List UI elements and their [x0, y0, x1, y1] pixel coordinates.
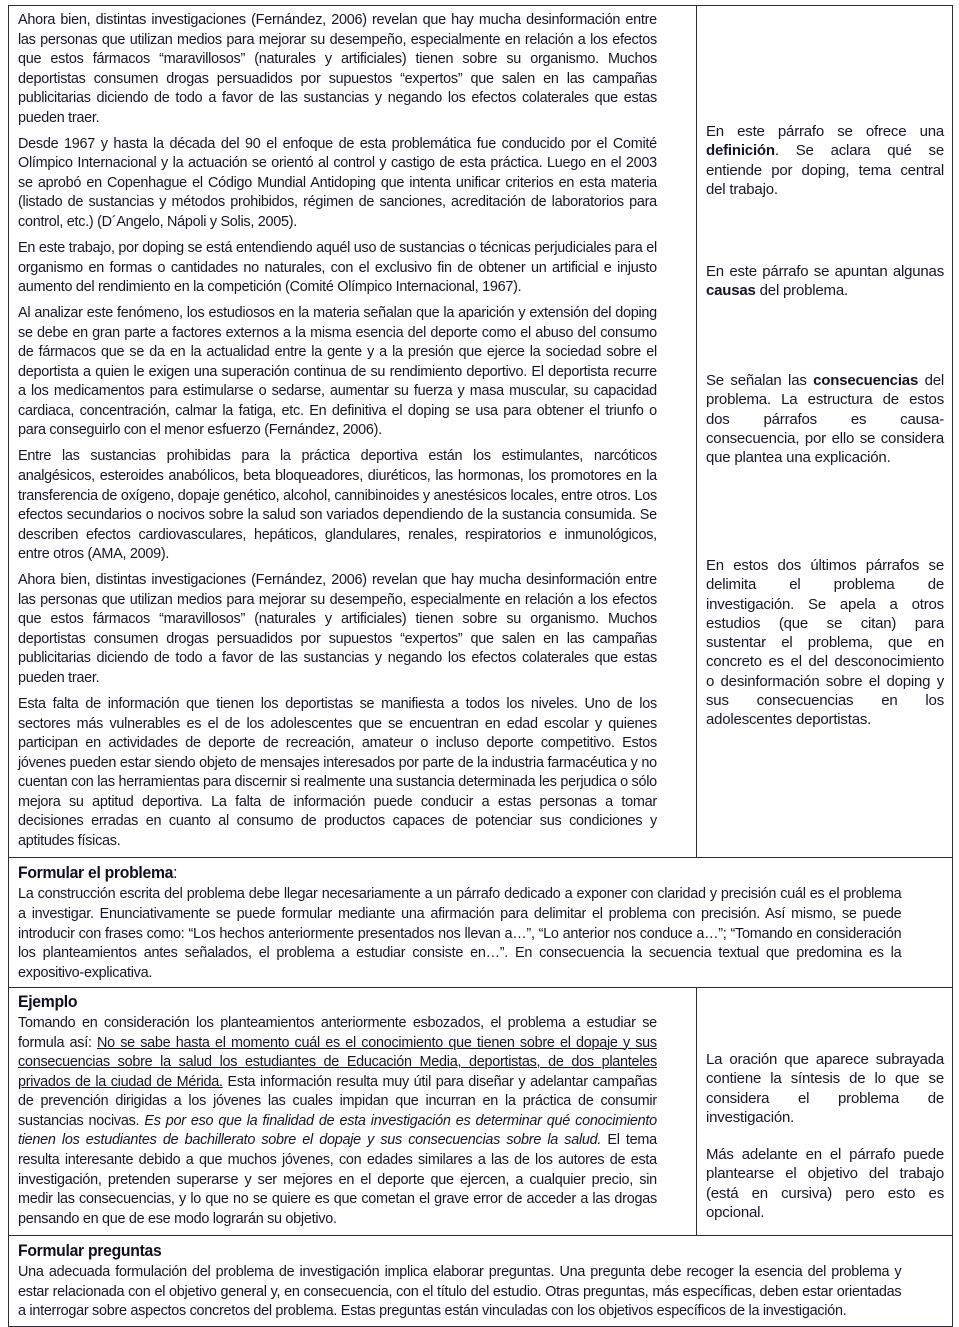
- annotation-causas: [706, 262, 944, 301]
- ejemplo-text-end: El tema resulta interesante debido a que muchos jóvenes, con edades similares a las de los autores de esta investigación, pretenden superarse y ser mejores en el deporte que ejercen, a cualquier precio, sin medir las consecuencias, y lo que no se quiere es que cometan el grave error de acceder a las drogas pensando en que de ese modo lograrán su objetivo.: [18, 1131, 657, 1227]
- table-row-main: [9, 6, 953, 858]
- annotation-list: [697, 6, 952, 812]
- section-heading-ejemplo: Ejemplo: [18, 993, 78, 1012]
- ejemplo-annotation-list: [697, 988, 952, 1233]
- formular-problema-body: La construcción escrita del problema debe llegar necesariamente a un párrafo dedicado a exponer con claridad y precisión cuál es el problema a investigar. Enunciativamente se puede formular mediante una afirmación para delimitar el problema con precisión. Así mismo, se puede introducir con frases como: “Los hechos anteriormente presentados nos llevan a…”, “Lo anterior nos conduce a…”; “Tomando en consideración los planteamientos antes señalados, el problema a estudiar consiste en…”. En consecuencia la secuencia textual que predomina es la expositivo-explicativa.: [18, 885, 902, 981]
- annotation-text: En este párrafo se apuntan algunas: [706, 263, 944, 280]
- ejemplo-text-cell: [9, 988, 697, 1236]
- annotation-cursiva: Más adelante en el párrafo puede plantearse el objetivo del trabajo (está en cursiva) pero esto es opcional.: [706, 1146, 944, 1222]
- annotation-keyword: consecuencias: [813, 372, 919, 389]
- ejemplo-objective-statement: Es por eso que la finalidad de esta investigación es determinar qué conocimiento tienen los estudiantes de bachillerato sobre el dopaje y sus consecuencias sobre la salud.: [18, 1111, 657, 1149]
- annotation-text: del problema.: [755, 282, 848, 300]
- paragraph: Al analizar este fenómeno, los estudiosos en la materia señalan que la aparición y extensión del doping se debe en gran parte a factores externos a la misma esencia del deporte como el abuso del consumo de fármacos que se da en la actualidad entre la gente y a la presión que ejerce la sociedad sobre el deportista a quien le exigen una superación continua de su rendimiento deportivo. El deportista recurre a los medicamentos para estimularse o sedarse, aumentar su fuerza y masa muscular, su capacidad cardiaca, concentración, calmar la fatiga, etc. En definitiva el doping se usa para obtener el triunfo o para conseguirlo con el menor esfuerzo (Fernández, 2006).: [18, 304, 657, 439]
- ejemplo-text-mid: Esta información resulta muy útil para diseñar y adelantar campañas de prevención dirigidas a los jóvenes las cuales impidan que incurran en la práctica de consumir sustancias nocivas.: [18, 1072, 657, 1129]
- main-annotations-cell: [697, 6, 953, 858]
- paragraph: Ahora bien, distintas investigaciones (Fernández, 2006) revelan que hay mucha desinformación entre las personas que utilizan medios para mejorar su desempeño, especialmente en relación a los efectos que estos fármacos “maravillosos” (naturales y artificiales) tienen sobre su organismo. Muchos deportistas consumen drogas persuadidos por supuestos “expertos” que salen en las campañas publicitarias diciendo de todo a favor de las sustancias y negando los efectos colaterales que estas pueden traer.: [18, 571, 657, 686]
- formular-problema-cell: [9, 858, 953, 988]
- annotation-text: . Se aclara qué se entiende por doping, tema central del trabajo.: [706, 142, 944, 198]
- paragraph: Entre las sustancias prohibidas para la práctica deportiva están los estimulantes, narcóticos analgésicos, esteroides anabólicos, beta bloqueadores, diuréticos, las hormonas, los promotores en la transferencia de oxígeno, dopaje genético, alcohol, cannibinoides y anestésicos locales, entre otros. Los efectos secundarios o nocivos sobre la salud son variados dependiendo de la sustancia consumida. Se describen efectos cardiovasculares, hepáticos, glandulares, renales, respiratorios e inmunológicos, entre otros (AMA, 2009).: [18, 447, 657, 563]
- annotation-consecuencias: [706, 371, 944, 467]
- ejemplo-problem-statement: No se sabe hasta el momento cuál es el conocimiento que tienen sobre el dopaje y sus consecuencias sobre la salud los estudiantes de Educación Media, deportistas, de dos planteles privados de la ciudad de Mérida.: [18, 1033, 657, 1090]
- annotation-delimitacion: En estos dos últimos párrafos se delimita el problema de investigación. Se apela a otros estudios (que se citan) para sustentar el problema, que en concreto es el del desconocimiento o desinformación sobre el doping y sus consecuencias en los adolescentes deportistas.: [706, 557, 944, 729]
- table-row-formular-preguntas: [9, 1236, 953, 1327]
- main-text-cell: [9, 6, 697, 858]
- heading-suffix: :: [173, 864, 178, 883]
- annotation-text: En este párrafo se ofrece una: [706, 123, 944, 140]
- section-heading-formular-preguntas: Formular preguntas: [18, 1242, 162, 1261]
- formular-preguntas-body: Una adecuada formulación del problema de investigación implica elaborar preguntas. Una pregunta debe recoger la esencia del problema y estar relacionada con el objetivo general y, en consecuencia, con el título del estudio. Otras preguntas, más específicas, deben estar orientadas a interrogar sobre aspectos concretos del problema. Estas preguntas están vinculadas con los objetivos específicos de la investigación.: [18, 1263, 902, 1320]
- table-row-ejemplo: [9, 988, 953, 1236]
- annotation-text: Se señalan las: [706, 372, 814, 389]
- section-heading-formular-problema: [18, 863, 906, 883]
- heading-text: Formular el problema: [18, 864, 174, 883]
- content-table: [8, 5, 953, 1327]
- main-paragraphs: [9, 6, 696, 857]
- paragraph: Esta falta de información que tienen los deportistas se manifiesta a todos los niveles. Uno de los sectores más vulnerables es el de los adolescentes que se encuentran en edad escolar y quienes participan en actividades de deporte de recreación, amateur o incluso deporte competitivo. Estos jóvenes pueden estar siendo objeto de mensajes interesados por parte de la industria farmacéutica y no cuentan con las herramientas para discernir si realmente una sustancia determinada les perjudica o sólo mejora su aptitud deportiva. La falta de información puede conducir a estas personas a tomar decisiones erradas en cuanto al consumo de productos capaces de potenciar sus condiciones y aptitudes físicas.: [18, 695, 657, 849]
- paragraph: En este trabajo, por doping se está entendiendo aquél uso de sustancias o técnicas perjudiciales para el organismo en formas o cantidades no naturales, con el exclusivo fin de obtener un artificial e injusto aumento del rendimiento en la competición (Comité Olímpico Internacional, 1967).: [18, 239, 657, 296]
- annotation-subrayada: La oración que aparece subrayada contiene la síntesis de lo que se considera el problema de investigación.: [706, 1051, 944, 1127]
- paragraph: Ahora bien, distintas investigaciones (Fernández, 2006) revelan que hay mucha desinformación entre las personas que utilizan medios para mejorar su desempeño, especialmente en relación a los efectos que estos fármacos “maravillosos” (naturales y artificiales) tienen sobre su organismo. Muchos deportistas consumen drogas persuadidos por supuestos “expertos” que salen en las campañas publicitarias diciendo de todo a favor de las sustancias y negando los efectos colaterales que estas pueden traer.: [18, 11, 657, 126]
- annotation-definicion: [706, 122, 944, 199]
- ejemplo-body: [18, 1013, 657, 1228]
- annotation-keyword: definición: [706, 142, 775, 160]
- annotation-text: del problema. La estructura de estos dos párrafos es causa-consecuencia, por ello se considera que plantea una explicación.: [706, 372, 944, 467]
- paragraph: Desde 1967 y hasta la década del 90 el enfoque de esta problemática fue conducido por el Comité Olímpico Internacional y la actuación se orientó al control y castigo de esta práctica. Luego en el 2003 se aprobó en Copenhague el Código Mundial Antidoping que intenta unificar criterios en esta materia (listado de sustancias y métodos prohibidos, régimen de sanciones, acreditación de laboratorios para control, etc.) (D´Angelo, Nápoli y Solis, 2005).: [18, 134, 657, 230]
- ejemplo-annotations-cell: [697, 988, 953, 1236]
- ejemplo-text-intro: Tomando en consideración los planteamientos anteriormente esbozados, el problema a estudiar se formula así:: [18, 1014, 657, 1051]
- annotation-keyword: causas: [706, 282, 756, 300]
- formular-preguntas-cell: [9, 1236, 953, 1327]
- table-row-formular-problema: [9, 858, 953, 988]
